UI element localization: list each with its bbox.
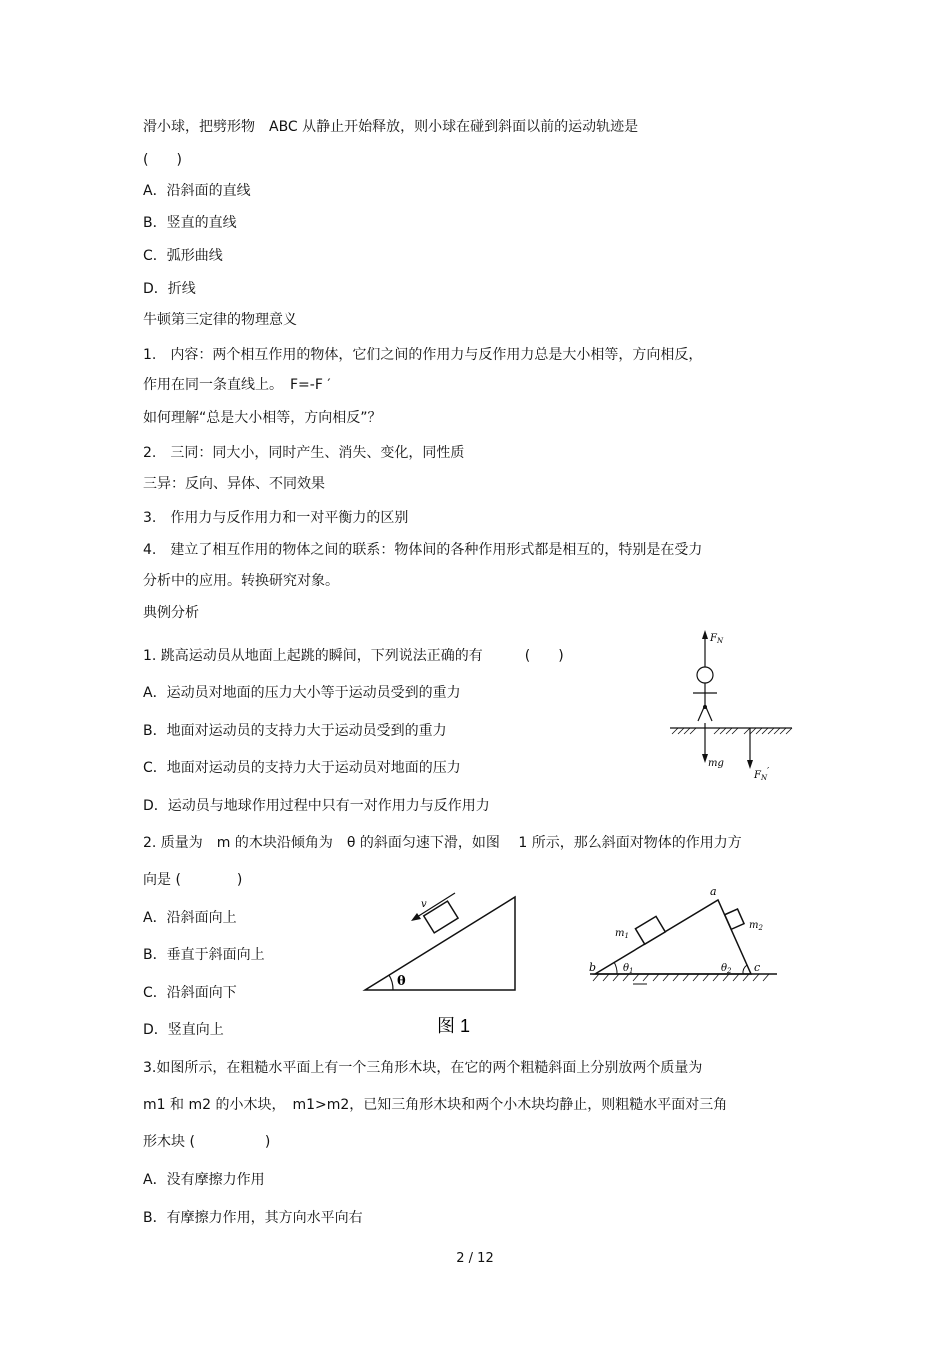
question-3-cont-2: 形木块 ( ) (143, 1134, 271, 1150)
option-b: B．竖直的直线 (143, 215, 237, 231)
m2-label: m (749, 920, 759, 931)
fn-sub: N (716, 637, 724, 645)
page-number: 2 / 12 (456, 1251, 494, 1266)
text-line-13: 3. 作用力与反作用力和一对平衡力的区别 (143, 510, 409, 526)
text-line-2: ( ) (143, 152, 182, 168)
vertex-c-label: c (754, 961, 761, 974)
q2-option-a: A．沿斜面向上 (143, 910, 237, 926)
q2-option-b: B．垂直于斜面向上 (143, 947, 265, 963)
theta1-label: θ (623, 963, 630, 974)
svg-text:FN′ (753, 767, 769, 782)
svg-text:FN (709, 633, 724, 645)
fn-prime-sub: N (760, 774, 768, 782)
fn-prime-label: F (754, 770, 761, 781)
theta2-label: θ (721, 963, 728, 974)
velocity-label: v (421, 899, 427, 910)
section-heading: 牛顿第三定律的物理意义 (143, 312, 297, 328)
option-c: C．弧形曲线 (143, 248, 223, 264)
incline-figure-1 (355, 885, 525, 1035)
q1-option-c: C．地面对运动员的支持力大于运动员对地面的压力 (143, 760, 461, 776)
text-line-8: 1. 内容：两个相互作用的物体，它们之间的作用力与反作用力总是大小相等，方向相反， (143, 347, 703, 363)
text-line-15: 分析中的应用。转换研究对象。 (143, 573, 339, 589)
text-line-12: 三异：反向、异体、不同效果 (143, 476, 325, 492)
question-2: 2. 质量为 m 的木块沿倾角为 θ 的斜面匀速下滑，如图 1 所示，那么斜面对物体的作用力方 (143, 835, 742, 851)
vertex-a-label: a (710, 885, 717, 898)
text-line-14: 4. 建立了相互作用的物体之间的联系：物体间的各种作用形式都是相互的，特别是在受力 (143, 542, 703, 558)
q2-option-c: C．沿斜面向下 (143, 985, 237, 1001)
q3-option-b: B．有摩擦力作用，其方向水平向右 (143, 1210, 363, 1226)
question-2-cont: 向是 ( ) (143, 872, 243, 888)
theta-label: θ (397, 974, 406, 989)
q1-option-d: D．运动员与地球作用过程中只有一对作用力与反作用力 (143, 798, 490, 814)
m1-label: m (615, 928, 625, 939)
q2-option-d: D．竖直向上 (143, 1022, 224, 1038)
vertex-b-label: b (589, 961, 597, 974)
q1-option-a: A．运动员对地面的压力大小等于运动员受到的重力 (143, 685, 461, 701)
question-3-cont: m1 和 m2 的小木块， m1>m2，已知三角形木块和两个小木块均静止，则粗糙水平面对三角 (143, 1097, 728, 1113)
question-3: 3.如图所示，在粗糙水平面上有一个三角形木块，在它的两个粗糙斜面上分别放两个质量为 (143, 1060, 703, 1076)
text-line-11: 2. 三同：同大小，同时产生、消失、变化，同性质 (143, 445, 465, 461)
m1-sub: 1 (624, 932, 629, 940)
theta2-sub: 2 (727, 967, 732, 975)
q1-option-b: B．地面对运动员的支持力大于运动员受到的重力 (143, 723, 447, 739)
theta1-sub: 1 (629, 967, 634, 975)
question-1: 1. 跳高运动员从地面上起跳的瞬间，下列说法正确的有 ( ) (143, 648, 564, 664)
fn-prime-mark: ′ (767, 767, 770, 777)
mg-label: mg (708, 758, 724, 769)
section-heading-examples: 典例分析 (143, 605, 199, 621)
athlete-force-diagram (660, 625, 800, 790)
fn-label: F (710, 633, 717, 644)
q3-option-a: A．没有摩擦力作用 (143, 1172, 265, 1188)
text-line-10: 如何理解“总是大小相等，方向相反”？ (143, 410, 382, 426)
svg-text:θ2 (721, 963, 732, 975)
option-d: D．折线 (143, 281, 196, 297)
triangle-block-figure (585, 880, 785, 990)
text-line-1: 滑小球，把劈形物 ABC 从静止开始释放，则小球在碰到斜面以前的运动轨迹是 (143, 119, 639, 135)
option-a: A．沿斜面的直线 (143, 183, 251, 199)
svg-text:m2 (749, 920, 763, 932)
figure-caption: 图 1 (437, 1016, 471, 1035)
svg-text:θ1 (623, 963, 634, 975)
text-line-9: 作用在同一条直线上。 F=-F ′ (143, 377, 331, 393)
svg-text:m1 (615, 928, 629, 940)
m2-sub: 2 (758, 924, 763, 932)
